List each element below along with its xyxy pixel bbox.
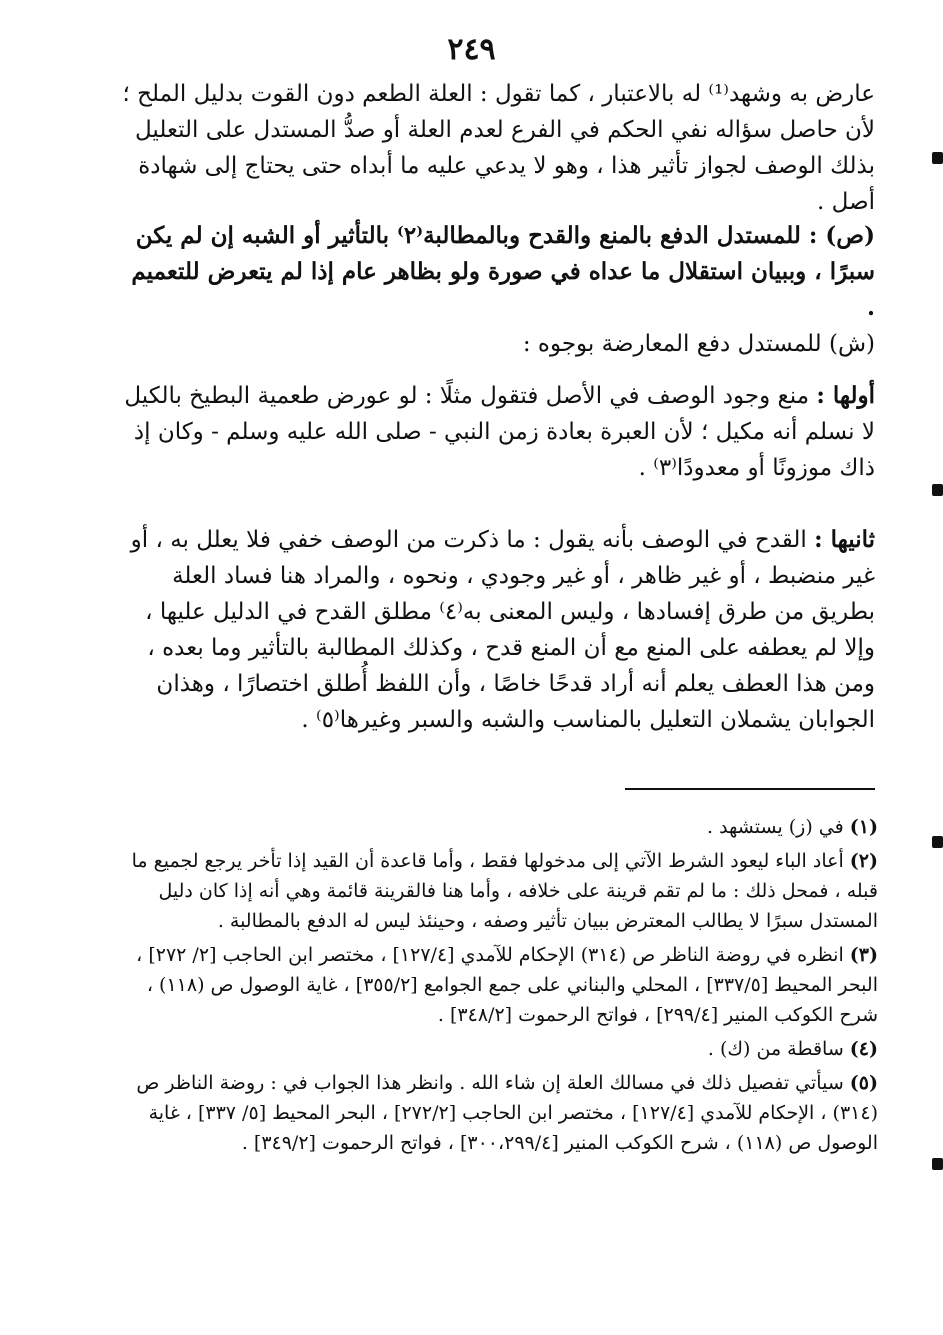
footnotes — [118, 812, 878, 1162]
footnote-text: سيأتي تفصيل ذلك في مسالك العلة إن شاء الله . وانظر هذا الجواب في : روضة الناظر ص (٣١٤) ، الإحكام للآمدي [١٢٧/٤] ، مختصر ابن الحاجب [٢٧٢/٢] ، البحر المحيط [٥/ ٣٣٧] ، غاية الوصول ص (١١٨) ، شرح الكوكب المنير [٣٠٠،٢٩٩/٤] ، فواتح الرحموت [٣٤٩/٢] . — [136, 1072, 878, 1154]
page-number: ٢٤٩ — [447, 32, 496, 67]
footnote-number: (٣) — [849, 944, 878, 966]
scan-edge-mark — [932, 152, 943, 164]
paragraph-matn — [118, 218, 875, 326]
scan-edge-mark — [932, 836, 943, 848]
footnote-number: (٥) — [849, 1072, 878, 1094]
scan-edge-mark — [932, 484, 943, 496]
footnote-4 — [118, 1034, 878, 1064]
footnote-text: في (ز) يستشهد . — [707, 816, 850, 838]
first-answer-body: منع وجود الوصف في الأصل فتقول مثلًا : لو عورض طعمية البطيخ بالكيل لا نسلم أنه مكيل ؛ لأن العبرة بعادة زمن النبي - صلى الله عليه وسلم - وكان إذ ذاك موزونًا أو معدودًا⁽٣⁾ . — [124, 383, 875, 481]
paragraph-first-answer-text — [118, 378, 875, 486]
paragraph-matn-text: (ص) : للمستدل الدفع بالمنع والقدح وبالمطالبة⁽٢⁾ بالتأثير أو الشبه إن لم يكن سبرًا ، وببيان استقلال ما عداه في صورة ولو بظاهر عام إذا لم يتعرض للتعميم . — [131, 222, 875, 321]
footnote-separator — [625, 788, 875, 790]
paragraph-second-answer — [118, 522, 875, 738]
first-answer-lead: أولها : — [816, 382, 875, 409]
footnote-1 — [118, 812, 878, 842]
paragraph-second-answer-text — [118, 522, 875, 738]
paragraph-1 — [118, 76, 875, 220]
paragraph-sharh-intro — [118, 326, 875, 362]
footnote-text: ساقطة من (ك) . — [707, 1038, 850, 1060]
paragraph-1-text: عارض به وشهد⁽¹⁾ له بالاعتبار ، كما تقول : العلة الطعم دون القوت بدليل الملح ؛ لأن حاصل سؤاله نفي الحكم في الفرع لعدم العلة أو صدُّ المستدل على التعليل بذلك الوصف لجواز تأثير هذا ، وهو لا يدعي عليه ما أبداه حتى يحتاج إلى شهادة أصل . — [122, 81, 875, 215]
paragraph-sharh-intro-text: (ش) للمستدل دفع المعارضة بوجوه : — [522, 331, 875, 357]
footnote-number: (١) — [849, 816, 878, 838]
footnote-text: انظره في روضة الناظر ص (٣١٤) الإحكام للآمدي [١٢٧/٤] ، مختصر ابن الحاجب [٢/ ٢٧٢] ، البحر المحيط [٣٣٧/٥] ، المحلي والبناني على جمع الجوامع [٣٥٥/٢] ، غاية الوصول ص (١١٨) ، شرح الكوكب المنير [٢٩٩/٤] ، فواتح الرحموت [٣٤٨/٢] . — [136, 944, 878, 1026]
second-answer-body: القدح في الوصف بأنه يقول : ما ذكرت من الوصف خفي فلا يعلل به ، أو غير منضبط ، أو غير ظاهر ، أو غير وجودي ، ونحوه ، والمراد هنا فساد العلة بطريق من طرق إفسادها ، وليس المعنى به⁽٤⁾ مطلق القدح في الدليل عليها ، وإلا لم يعطفه على المنع مع أن المنع قدح ، وكذلك المطالبة بالتأثير وما بعده ، ومن هذا العطف يعلم أنه أراد قدحًا خاصًا ، وأن اللفظ أُطلق اختصارًا ، وهذان الجوابان يشملان التعليل بالمناسب والشبه والسبر وغيرها⁽٥⁾ . — [130, 527, 875, 733]
footnote-5 — [118, 1068, 878, 1158]
scan-edge-mark — [932, 1158, 943, 1170]
footnote-number: (٢) — [849, 850, 878, 872]
footnote-number: (٤) — [849, 1038, 878, 1060]
footnote-2 — [118, 846, 878, 936]
paragraph-first-answer — [118, 378, 875, 486]
footnote-text: أعاد الباء ليعود الشرط الآتي إلى مدخولها فقط ، وأما قاعدة أن القيد إذا تأخر يرجع لجميع ما قبله ، فمحل ذلك : ما لم تقم قرينة على خلافه ، وأما هنا فالقرينة قائمة وهي أنه إذا كان دليل المستدل سبرًا لا يطالب المعترض ببيان تأثير وصفه ، وحينئذ ليس له الدفع بالمطالبة . — [131, 850, 878, 932]
footnote-3 — [118, 940, 878, 1030]
second-answer-lead: ثانيها : — [814, 526, 875, 553]
